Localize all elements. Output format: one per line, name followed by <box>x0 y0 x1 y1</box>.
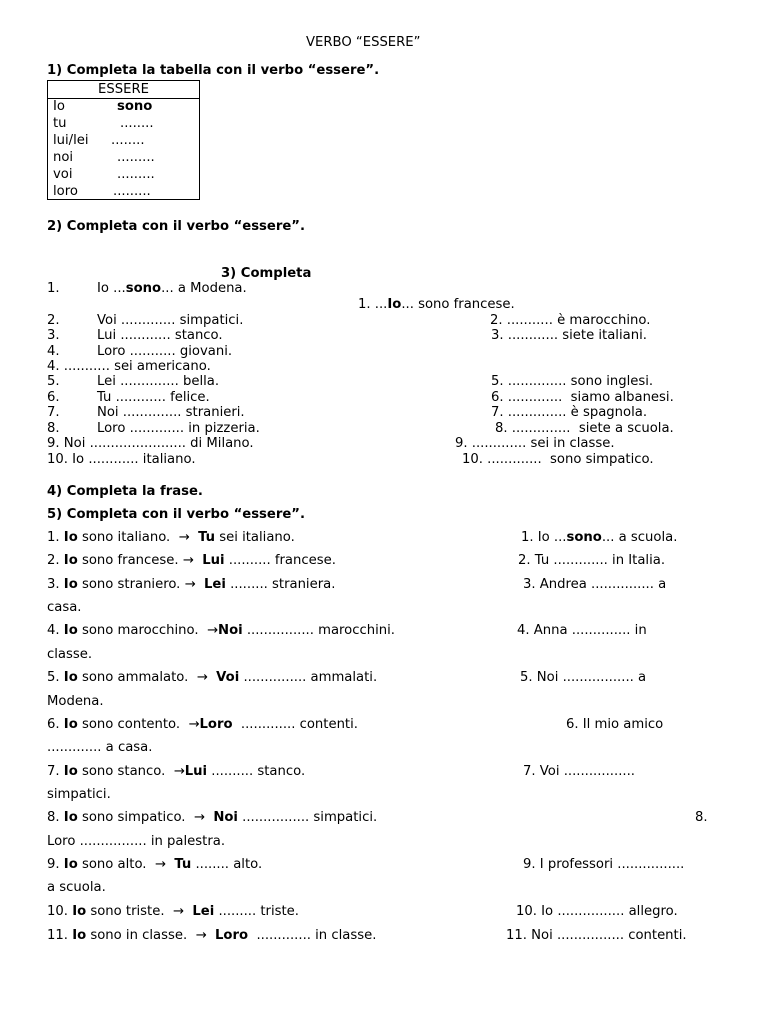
row-subject: Io <box>63 764 78 779</box>
row-blank: ................ marocchini. <box>246 623 395 638</box>
wrap-line: Loro ................ in palestra. <box>47 834 226 849</box>
arrow-icon: → <box>182 553 194 568</box>
right-5-item-2: 2. Tu ............. in Italia. <box>518 553 666 568</box>
row-number: 3. <box>47 577 60 592</box>
left-item-1 <box>97 281 247 297</box>
arrow-icon: → <box>172 904 184 919</box>
right-5-item-1 <box>521 530 677 546</box>
table-header: ESSERE <box>48 81 199 99</box>
left-item-4b: 4. ........... sei americano. <box>47 359 211 374</box>
wrap-line: classe. <box>47 647 93 662</box>
row-blank: ............. contenti. <box>240 717 358 732</box>
right-5-item-7: 7. Voi ................. <box>523 764 635 779</box>
row-subject: Io <box>63 670 78 685</box>
left-item-10: 10. Io ............ italiano. <box>47 452 196 467</box>
row-sentence: sono triste. <box>90 904 165 919</box>
row-sentence: sono simpatico. <box>81 810 186 825</box>
right-5-item-9: 9. I professori ................ <box>523 857 685 872</box>
row-subject: Io <box>63 857 78 872</box>
left-item-2: Voi ............. simpatici. <box>97 313 244 328</box>
right-5-item-1-bold: sono <box>566 530 602 545</box>
row-blank: .......... stanco. <box>211 764 306 779</box>
row-sentence: sono marocchino. <box>81 623 199 638</box>
wrap-line: casa. <box>47 600 82 615</box>
right-item-6: 6. ............. siamo albanesi. <box>491 390 674 405</box>
arrow-icon: → <box>178 530 190 545</box>
right-item-1-post: ... sono francese. <box>401 297 515 312</box>
left-item-number: 5. <box>47 374 60 389</box>
right-5-item-10: 10. Io ................ allegro. <box>516 904 678 919</box>
right-5-item-1-pre: 1. Io ... <box>521 530 567 545</box>
row-blank: ........ alto. <box>195 857 263 872</box>
left-item-3: Lui ............ stanco. <box>97 328 223 343</box>
row-new-subject: Tu <box>198 530 216 545</box>
row-number: 8. <box>47 810 60 825</box>
left-item-1-pre: Io ... <box>97 281 126 296</box>
row-blank: ............... ammalati. <box>243 670 378 685</box>
left-item-9: 9. Noi ....................... di Milano. <box>47 436 254 451</box>
row-number: 4. <box>47 623 60 638</box>
row-new-subject: Tu <box>174 857 192 872</box>
right-5-item-1-post: ... a scuola. <box>601 530 678 545</box>
transform-row <box>47 764 305 780</box>
right-5-item-8: 8. <box>695 810 708 825</box>
exercise-2-heading: 2) Completa con il verbo “essere”. <box>47 219 305 234</box>
row-new-subject: Noi <box>213 810 238 825</box>
right-item-8: 8. .............. siete a scuola. <box>495 421 674 436</box>
right-5-item-6: 6. Il mio amico <box>566 717 664 732</box>
right-item-1-pre: 1. ... <box>358 297 388 312</box>
row-number: 9. <box>47 857 60 872</box>
left-item-number: 1. <box>47 281 60 296</box>
verb-blank-voi: ......... <box>117 167 155 182</box>
verb-blank-tu: ........ <box>120 116 154 131</box>
row-blank: ......... straniera. <box>230 577 336 592</box>
left-item-1-post: ... a Modena. <box>161 281 247 296</box>
verb-blank-lui-lei: ........ <box>111 133 145 148</box>
row-sentence: sono contento. <box>81 717 181 732</box>
pronoun-noi: noi <box>53 150 74 165</box>
arrow-icon: → <box>196 670 208 685</box>
right-5-item-11: 11. Noi ................ contenti. <box>506 928 687 943</box>
arrow-icon: → <box>184 577 196 592</box>
row-number: 10. <box>47 904 68 919</box>
transform-row <box>47 577 335 593</box>
row-subject: Io <box>72 904 87 919</box>
row-blank: ................ simpatici. <box>242 810 378 825</box>
transform-row <box>47 857 262 873</box>
arrow-icon: → <box>188 717 200 732</box>
page-title: VERBO “ESSERE” <box>306 35 421 50</box>
left-item-number: 3. <box>47 328 60 343</box>
right-item-10: 10. ............. sono simpatico. <box>462 452 654 467</box>
row-new-subject: Loro <box>215 928 249 943</box>
row-sentence: sono francese. <box>81 553 179 568</box>
row-sentence: sono straniero. <box>81 577 181 592</box>
wrap-line: simpatici. <box>47 787 111 802</box>
left-item-8: Loro ............. in pizzeria. <box>97 421 260 436</box>
right-5-item-4: 4. Anna .............. in <box>517 623 647 638</box>
right-item-7: 7. .............. è spagnola. <box>491 405 648 420</box>
wrap-line: a scuola. <box>47 880 106 895</box>
arrow-icon: → <box>193 810 205 825</box>
row-new-subject: Lui <box>184 764 208 779</box>
pronoun-io: Io <box>53 99 65 114</box>
transform-row <box>47 810 377 826</box>
row-new-subject: Lei <box>192 904 215 919</box>
left-item-7: Noi .............. stranieri. <box>97 405 245 420</box>
row-sentence: sono in classe. <box>90 928 188 943</box>
row-subject: Io <box>63 623 78 638</box>
row-number: 11. <box>47 928 68 943</box>
exercise-4-heading: 4) Completa la frase. <box>47 484 203 499</box>
left-item-number: 7. <box>47 405 60 420</box>
transform-row <box>47 623 395 639</box>
row-number: 5. <box>47 670 60 685</box>
right-item-1 <box>358 297 515 313</box>
row-blank: ......... triste. <box>218 904 299 919</box>
pronoun-loro: loro <box>53 184 78 199</box>
row-number: 6. <box>47 717 60 732</box>
row-subject: Io <box>63 553 78 568</box>
arrow-icon: → <box>173 764 185 779</box>
transform-row <box>47 904 299 920</box>
transform-row <box>47 553 336 569</box>
transform-row <box>47 670 377 686</box>
left-item-4: Loro ........... giovani. <box>97 344 233 359</box>
pronoun-voi: voi <box>53 167 73 182</box>
row-subject: Io <box>63 577 78 592</box>
arrow-icon: → <box>154 857 166 872</box>
conjugation-table <box>47 80 200 200</box>
wrap-line: Modena. <box>47 694 104 709</box>
row-subject: Io <box>72 928 87 943</box>
verb-blank-noi: ......... <box>117 150 155 165</box>
row-new-subject: Noi <box>218 623 243 638</box>
row-blank: sei italiano. <box>219 530 295 545</box>
pronoun-lui-lei: lui/lei <box>53 133 89 148</box>
transform-row <box>47 530 295 546</box>
wrap-line: ............. a casa. <box>47 740 153 755</box>
row-subject: Io <box>63 530 78 545</box>
right-item-1-bold: Io <box>387 297 402 312</box>
transform-row <box>47 928 376 944</box>
verb-blank-loro: ......... <box>113 184 151 199</box>
row-new-subject: Loro <box>199 717 233 732</box>
left-item-number: 4. <box>47 344 60 359</box>
row-subject: Io <box>63 810 78 825</box>
row-number: 7. <box>47 764 60 779</box>
left-item-5: Lei .............. bella. <box>97 374 220 389</box>
left-item-number: 6. <box>47 390 60 405</box>
arrow-icon: → <box>206 623 219 638</box>
exercise-5-heading: 5) Completa con il verbo “essere”. <box>47 507 305 522</box>
row-new-subject: Voi <box>216 670 240 685</box>
pronoun-tu: tu <box>53 116 67 131</box>
row-number: 2. <box>47 553 60 568</box>
right-item-2: 2. ........... è marocchino. <box>490 313 651 328</box>
row-subject: Io <box>63 717 78 732</box>
exercise-1-heading: 1) Completa la tabella con il verbo “essere”. <box>47 63 380 78</box>
row-blank: .......... francese. <box>228 553 336 568</box>
row-sentence: sono stanco. <box>81 764 166 779</box>
left-item-number: 2. <box>47 313 60 328</box>
left-item-6: Tu ............ felice. <box>97 390 210 405</box>
left-item-number: 8. <box>47 421 60 436</box>
row-sentence: sono alto. <box>81 857 147 872</box>
exercise-3-heading: 3) Completa <box>221 266 312 281</box>
row-new-subject: Lui <box>202 553 225 568</box>
right-5-item-3: 3. Andrea ............... a <box>523 577 667 592</box>
right-item-3: 3. ............ siete italiani. <box>491 328 647 343</box>
transform-row <box>47 717 358 733</box>
right-5-item-5: 5. Noi ................. a <box>520 670 647 685</box>
arrow-icon: → <box>195 928 207 943</box>
row-sentence: sono italiano. <box>81 530 171 545</box>
verb-form-io: sono <box>117 99 153 114</box>
row-new-subject: Lei <box>204 577 226 592</box>
row-number: 1. <box>47 530 60 545</box>
row-blank: ............. in classe. <box>256 928 377 943</box>
left-item-1-bold: sono <box>125 281 162 296</box>
row-sentence: sono ammalato. <box>81 670 189 685</box>
right-item-9: 9. ............. sei in classe. <box>455 436 615 451</box>
right-item-5: 5. .............. sono inglesi. <box>491 374 654 389</box>
